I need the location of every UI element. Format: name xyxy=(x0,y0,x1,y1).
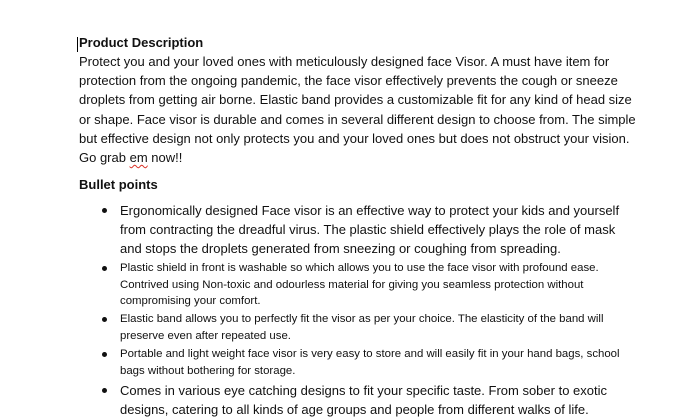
document-page[interactable] xyxy=(79,34,639,419)
bullet-item xyxy=(79,201,639,258)
bullet-text: Comes in various eye catching designs to fit your specific taste. From sober to exotic designs, catering to all kinds of age groups and people from different walks of life. xyxy=(120,383,607,418)
bullet-icon xyxy=(102,266,107,271)
bullet-text: Elastic band allows you to perfectly fit the visor as per your choice. The elasticity of the band will preserve even after repeated use. xyxy=(120,313,604,342)
bullet-icon xyxy=(102,352,107,357)
bullet-icon xyxy=(102,208,107,213)
bullet-points-heading: Bullet points xyxy=(79,177,158,193)
bullet-text: Ergonomically designed Face visor is an effective way to protect your kids and yourself from contracting the dreadful virus. The plastic shield effectively plays the role of mask and stops the droplets generated from sneezing or coughing from spreading. xyxy=(120,203,620,257)
bullet-icon xyxy=(102,388,107,393)
bullet-text: Portable and light weight face visor is very easy to store and will easily fit in your hand bags, school bags without bothering for storage. xyxy=(120,348,620,377)
bullet-item xyxy=(79,346,639,379)
text-cursor xyxy=(77,37,78,52)
product-description-text: Protect you and your loved ones with meticulously designed face Visor. A must have item for protection from the ongoing pandemic, the face visor effectively prevents the cough or sneeze droplets from getting air borne. Elastic band provides a customizable fit for any kind of head size or shape. Face visor is durable and comes in several different design to choose from. The simple but effective design not only protects you and your loved ones but does not obstruct your vision. Go grab xyxy=(79,54,636,166)
bullet-text: Plastic shield in front is washable so which allows you to use the face visor with profound ease. Contrived using Non-toxic and odourless material for giving you seamless protection without compromising your comfort. xyxy=(120,262,599,308)
bullet-list xyxy=(79,201,639,419)
bullet-item xyxy=(79,311,639,344)
bullet-item xyxy=(79,381,639,419)
bullet-item xyxy=(79,260,639,309)
product-description-body xyxy=(79,52,639,167)
bullet-icon xyxy=(102,317,107,322)
product-description-text-end: now!! xyxy=(147,150,183,166)
misspelled-word[interactable]: em xyxy=(129,150,148,166)
product-description-heading: Product Description xyxy=(79,35,204,50)
